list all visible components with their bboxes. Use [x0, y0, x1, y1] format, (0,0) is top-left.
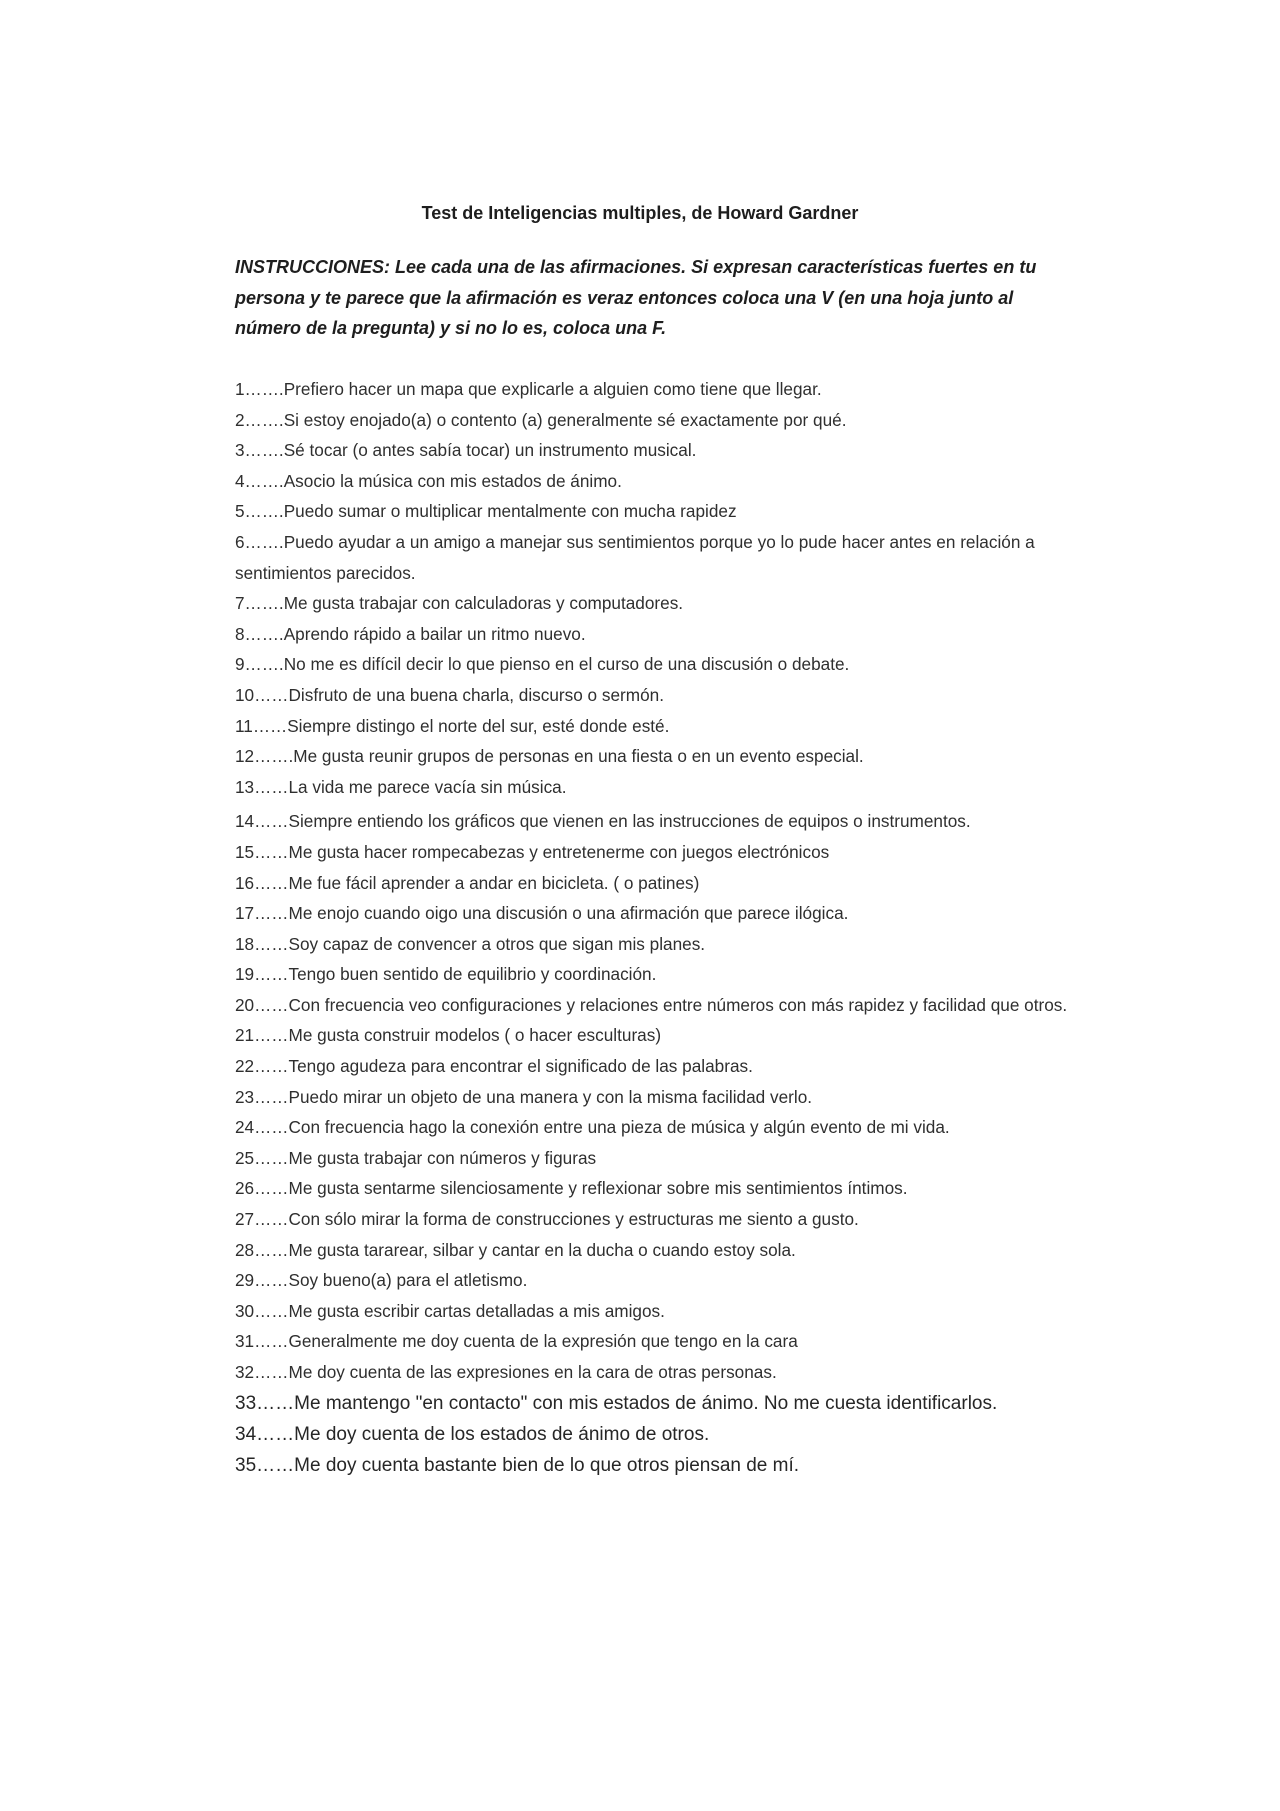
statement-text: Si estoy enojado(a) o contento (a) generalmente sé exactamente por qué.	[283, 409, 847, 430]
statement-item-2	[235, 405, 1115, 436]
statement-list	[235, 374, 1115, 1481]
statement-text: Me gusta construir modelos ( o hacer esculturas)	[288, 1025, 662, 1046]
statement-item-27	[235, 1204, 1115, 1235]
statement-number: 15……	[235, 841, 289, 862]
statement-number: 14……	[235, 811, 289, 832]
statement-number: 21……	[235, 1025, 289, 1046]
statement-item-5	[235, 496, 1115, 527]
statement-text: Me fue fácil aprender a andar en bicicleta. ( o patines)	[288, 872, 700, 893]
statement-item-6	[235, 527, 1115, 588]
statement-number: 23……	[235, 1086, 289, 1107]
statement-text: Me gusta escribir cartas detalladas a mis amigos.	[288, 1300, 665, 1321]
statement-number: 3…….	[235, 440, 284, 461]
statement-number: 34……	[235, 1423, 295, 1445]
statement-text: Puedo sumar o multiplicar mentalmente con mucha rapidez	[283, 501, 737, 522]
statement-number: 9…….	[235, 654, 284, 675]
statement-number: 5…….	[235, 501, 284, 522]
statement-text: Me gusta sentarme silenciosamente y reflexionar sobre mis sentimientos íntimos.	[288, 1178, 908, 1199]
statement-item-1	[235, 374, 1115, 405]
statement-text: Siempre distingo el norte del sur, esté donde esté.	[287, 715, 670, 736]
statement-text: Tengo agudeza para encontrar el significado de las palabras.	[288, 1056, 753, 1077]
statement-number: 4…….	[235, 470, 284, 491]
statement-item-25	[235, 1143, 1115, 1174]
statement-number: 27……	[235, 1209, 289, 1230]
statement-number: 12…….	[235, 746, 294, 767]
statement-text: Me doy cuenta de las expresiones en la cara de otras personas.	[288, 1362, 777, 1382]
statement-item-31	[235, 1326, 1115, 1357]
statement-number: 24……	[235, 1117, 289, 1138]
statement-text: Soy capaz de convencer a otros que sigan mis planes.	[288, 933, 706, 954]
statement-item-12	[235, 741, 1115, 772]
statement-item-22	[235, 1051, 1115, 1082]
statement-item-13	[235, 772, 1115, 803]
statement-number: 18……	[235, 933, 289, 954]
statement-number: 22……	[235, 1056, 289, 1077]
statement-number: 33……	[235, 1392, 295, 1414]
statement-number: 6…….	[235, 531, 284, 552]
statement-text: Me mantengo "en contacto" con mis estados de ánimo. No me cuesta identificarlos.	[294, 1392, 998, 1414]
statement-item-28	[235, 1235, 1115, 1266]
statement-number: 29……	[235, 1270, 289, 1291]
statement-item-34	[235, 1419, 1115, 1450]
statement-text: Con frecuencia veo configuraciones y relaciones entre números con más rapidez y facilidad que otros.	[288, 994, 1068, 1015]
statement-item-19	[235, 959, 1115, 990]
statement-text: Puedo ayudar a un amigo a manejar sus sentimientos porque yo lo pude hacer antes en relación a sentimientos parecidos.	[235, 531, 1035, 583]
statement-text: La vida me parece vacía sin música.	[288, 776, 567, 797]
statement-number: 13……	[235, 776, 289, 797]
statement-number: 32……	[235, 1362, 289, 1382]
statement-text: Me gusta reunir grupos de personas en una fiesta o en un evento especial.	[293, 746, 864, 767]
statement-text: Me gusta trabajar con calculadoras y computadores.	[283, 593, 684, 614]
statement-item-18	[235, 929, 1115, 960]
statement-text: Sé tocar (o antes sabía tocar) un instrumento musical.	[283, 440, 697, 461]
statement-text: Asocio la música con mis estados de ánimo.	[283, 470, 622, 491]
statement-item-33	[235, 1388, 1115, 1419]
statement-text: Prefiero hacer un mapa que explicarle a alguien como tiene que llegar.	[283, 379, 822, 399]
statement-item-32	[235, 1357, 1115, 1388]
statement-item-7	[235, 588, 1115, 619]
statement-text: Aprendo rápido a bailar un ritmo nuevo.	[283, 623, 586, 644]
statement-number: 30……	[235, 1300, 289, 1321]
statement-item-35	[235, 1450, 1115, 1481]
statement-text: Tengo buen sentido de equilibrio y coordinación.	[288, 964, 657, 985]
statement-text: Puedo mirar un objeto de una manera y con la misma facilidad verlo.	[288, 1086, 813, 1107]
statement-number: 10……	[235, 684, 289, 705]
statement-number: 19……	[235, 964, 289, 985]
statement-text: Me gusta tararear, silbar y cantar en la ducha o cuando estoy sola.	[288, 1239, 796, 1260]
statement-text: Me enojo cuando oigo una discusión o una afirmación que parece ilógica.	[288, 903, 849, 924]
document-title: Test de Inteligencias multiples, de Howard Gardner	[421, 203, 859, 223]
statement-number: 16……	[235, 872, 289, 893]
statement-item-15	[235, 837, 1115, 868]
statement-item-4	[235, 466, 1115, 497]
statement-item-16	[235, 868, 1115, 899]
statement-number: 31……	[235, 1331, 289, 1352]
statement-text: Me gusta trabajar con números y figuras	[288, 1147, 597, 1168]
statement-number: 26……	[235, 1178, 289, 1199]
statement-text: No me es difícil decir lo que pienso en el curso de una discusión o debate.	[283, 654, 850, 675]
statement-number: 17……	[235, 903, 289, 924]
statement-text: Con frecuencia hago la conexión entre una pieza de música y algún evento de mi vida.	[288, 1117, 950, 1138]
statement-item-9	[235, 649, 1115, 680]
instructions-paragraph: INSTRUCCIONES: Lee cada una de las afirmaciones. Si expresan características fuertes en tu persona y te parece que la afirmación es veraz entonces coloca una V (en una hoja junto al número de la pregunta) y si no lo es, coloca una F.	[235, 257, 1037, 338]
statement-text: Me doy cuenta de los estados de ánimo de otros.	[294, 1423, 710, 1445]
statement-item-20	[235, 990, 1115, 1021]
statement-item-24	[235, 1112, 1115, 1143]
statement-item-11	[235, 711, 1115, 742]
statement-number: 25……	[235, 1147, 289, 1168]
statement-number: 20……	[235, 994, 289, 1015]
statement-number: 11……	[235, 715, 288, 736]
statement-item-14	[235, 806, 1115, 837]
statement-text: Me doy cuenta bastante bien de lo que otros piensan de mí.	[294, 1454, 800, 1476]
statement-number: 28……	[235, 1239, 289, 1260]
statement-item-23	[235, 1082, 1115, 1113]
statement-number: 7…….	[235, 593, 284, 614]
statement-item-26	[235, 1173, 1115, 1204]
statement-text: Me gusta hacer rompecabezas y entretenerme con juegos electrónicos	[288, 841, 830, 862]
statement-item-30	[235, 1296, 1115, 1327]
statement-text: Soy bueno(a) para el atletismo.	[288, 1270, 528, 1291]
statement-number: 8…….	[235, 623, 284, 644]
statement-text: Con sólo mirar la forma de construcciones y estructuras me siento a gusto.	[288, 1209, 859, 1230]
statement-item-10	[235, 680, 1115, 711]
statement-text: Disfruto de una buena charla, discurso o sermón.	[288, 684, 664, 705]
statement-item-21	[235, 1020, 1115, 1051]
statement-text: Generalmente me doy cuenta de la expresión que tengo en la cara	[288, 1331, 798, 1352]
statement-number: 2…….	[235, 409, 284, 430]
statement-item-3	[235, 435, 1115, 466]
statement-item-8	[235, 619, 1115, 650]
statement-item-29	[235, 1265, 1115, 1296]
statement-text: Siempre entiendo los gráficos que vienen en las instrucciones de equipos o instrumentos.	[288, 811, 971, 832]
statement-item-17	[235, 898, 1115, 929]
statement-number: 35……	[235, 1454, 295, 1476]
statement-number: 1…….	[235, 379, 284, 399]
